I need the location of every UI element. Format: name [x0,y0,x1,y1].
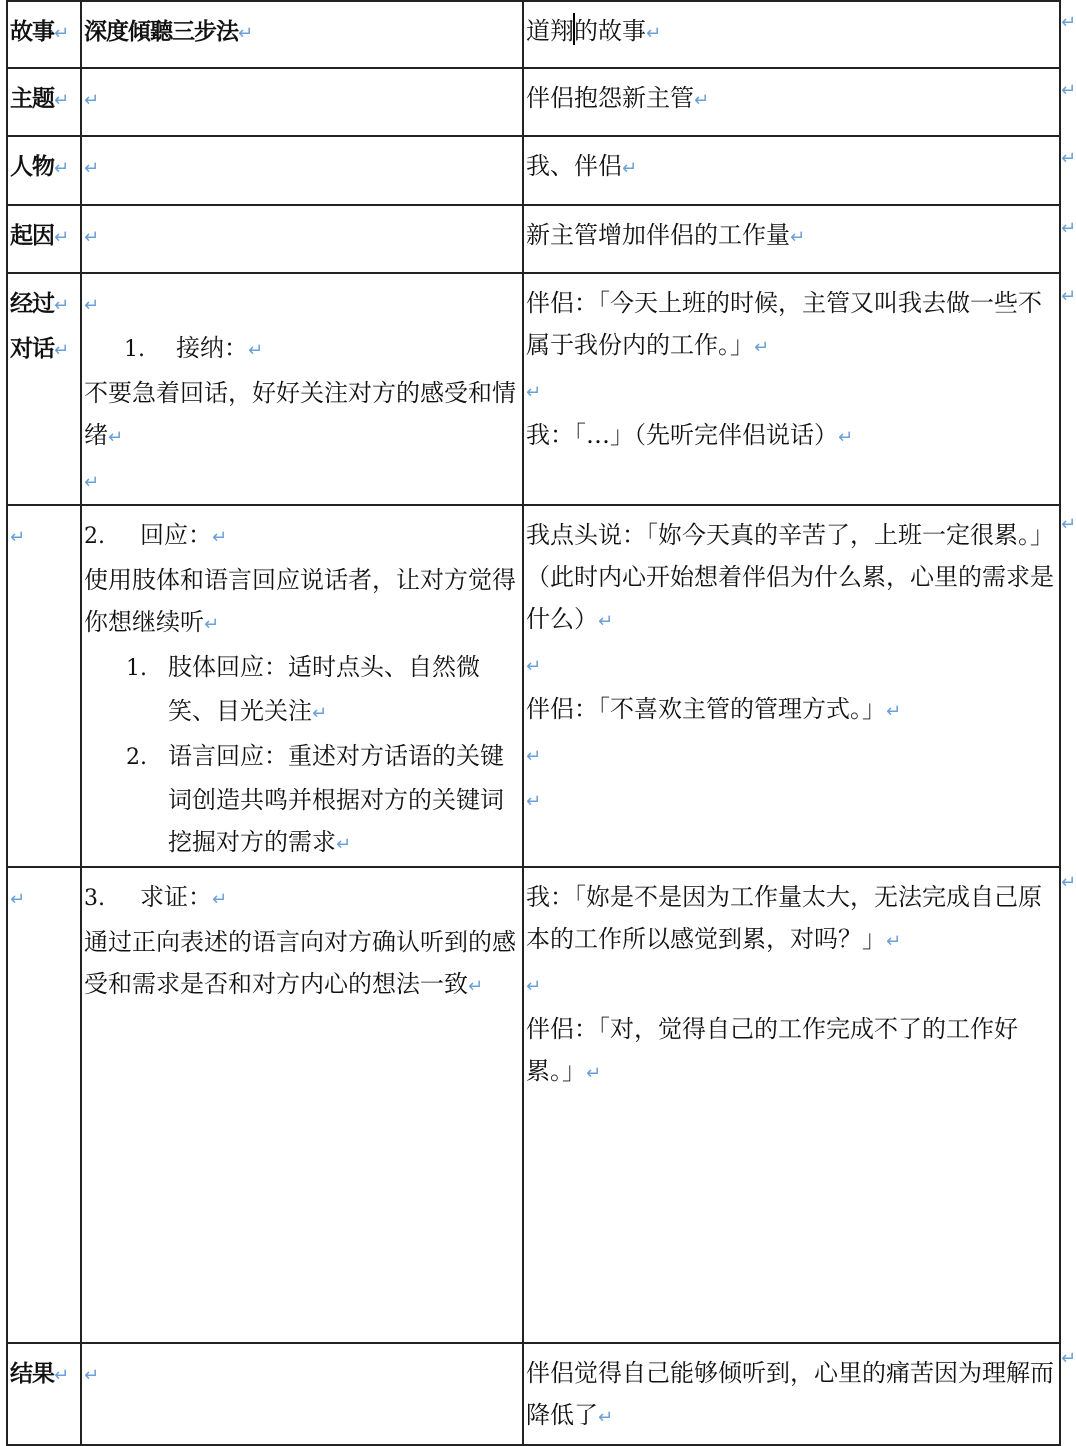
theme-value-cell[interactable] [523,68,1060,136]
verify-dialogue-2: 伴侣：「对，觉得自己的工作完成不了的工作好累。」 [526,1015,1018,1085]
step3-title: 求证： [140,883,212,911]
paragraph-mark-icon: ↵ [598,611,614,632]
theme-method-cell[interactable] [81,68,523,136]
paragraph-mark-icon: ↵ [84,158,100,179]
paragraph-mark-icon: ↵ [598,1407,614,1428]
people-row [7,136,1060,205]
result-value-cell[interactable] [523,1343,1060,1445]
paragraph-mark-icon: ↵ [84,227,100,248]
result-method-cell[interactable] [81,1343,523,1445]
verify-dialogue-cell[interactable] [523,867,1060,1343]
paragraph-mark-icon: ↵ [886,701,902,722]
row-end-mark-icon: ↵ [1061,80,1076,101]
paragraph-mark-icon: ↵ [622,158,638,179]
paragraph-mark-icon: ↵ [84,472,100,493]
paragraph-mark-icon: ↵ [838,427,854,448]
step3-description: 通过正向表述的语言向对方确认听到的感受和需求是否和对方内心的想法一致 [84,928,516,998]
step3-cell[interactable] [81,867,523,1343]
paragraph-mark-icon: ↵ [694,90,710,111]
process-row [7,273,1060,505]
theme-value: 伴侣抱怨新主管 [526,84,694,112]
method-title: 深度傾聽三步法 [84,18,238,45]
people-value: 我、伴侣 [526,152,622,180]
paragraph-mark-icon: ↵ [54,295,70,316]
step2-title: 回应： [140,521,212,549]
people-method-cell[interactable] [81,136,523,205]
method-title-cell[interactable] [81,1,523,68]
row-end-mark-icon: ↵ [1061,12,1076,33]
verbal-response-text: 语言回应：重述对方话语的关键词创造共鸣并根据对方的关键词挖掘对方的需求 [168,742,504,856]
paragraph-mark-icon: ↵ [468,976,484,997]
respond-label-cell[interactable] [7,505,81,867]
respond-dialogue-2: 伴侣：「不喜欢主管的管理方式。」 [526,695,886,723]
paragraph-mark-icon: ↵ [754,337,770,358]
paragraph-mark-icon: ↵ [84,1365,100,1386]
verify-row [7,867,1060,1343]
body-response-text: 肢体回应：适时点头、自然微笑、目光关注 [168,653,480,725]
story-label-cell[interactable] [7,1,81,68]
paragraph-mark-icon: ↵ [212,889,228,910]
paragraph-mark-icon: ↵ [526,791,542,812]
paragraph-mark-icon: ↵ [54,227,70,248]
paragraph-mark-icon: ↵ [336,834,352,855]
paragraph-mark-icon: ↵ [54,1365,70,1386]
sub2-number: 2. [126,745,147,770]
paragraph-mark-icon: ↵ [886,931,902,952]
paragraph-mark-icon: ↵ [204,614,220,635]
paragraph-mark-icon: ↵ [54,23,70,44]
paragraph-mark-icon: ↵ [646,23,662,44]
step2-cell[interactable] [81,505,523,867]
process-label: 经过 [10,290,54,317]
step1-cell[interactable] [81,273,523,505]
step3-number: 3. [84,886,105,911]
step1-title: 接纳： [176,334,248,362]
paragraph-mark-icon: ↵ [790,227,806,248]
paragraph-mark-icon: ↵ [238,23,254,44]
story-title-part1: 道翔 [526,17,574,45]
theme-label: 主题 [10,85,54,112]
row-end-mark-icon: ↵ [1061,1348,1076,1369]
cause-row [7,205,1060,273]
paragraph-mark-icon: ↵ [54,158,70,179]
process-dialogue-cell[interactable] [523,273,1060,505]
row-end-mark-icon: ↵ [1061,218,1076,239]
row-end-mark-icon: ↵ [1061,148,1076,169]
cause-value-cell[interactable] [523,205,1060,273]
header-row [7,1,1060,68]
people-value-cell[interactable] [523,136,1060,205]
respond-row [7,505,1060,867]
step1-number: 1. [124,337,145,362]
verify-dialogue-1: 我：「妳是不是因为工作量太大，无法完成自己原本的工作所以感觉到累，对吗？」 [526,883,1042,953]
verify-label-cell[interactable] [7,867,81,1343]
row-end-mark-icon: ↵ [1061,286,1076,307]
paragraph-mark-icon: ↵ [586,1063,602,1084]
paragraph-mark-icon: ↵ [10,527,26,548]
sub1-number: 1. [126,656,147,681]
step1-description: 不要急着回话，好好关注对方的感受和情绪 [84,379,516,449]
respond-dialogue-1: 我点头说：「妳今天真的辛苦了，上班一定很累。」（此时内心开始想着伴侣为什么累，心里的需求是什么） [526,521,1054,633]
respond-dialogue-cell[interactable] [523,505,1060,867]
cause-label: 起因 [10,222,54,249]
story-title-part2: 的故事 [574,17,646,45]
theme-row [7,68,1060,136]
paragraph-mark-icon: ↵ [10,889,26,910]
story-title-cell[interactable] [523,1,1060,68]
theme-label-cell[interactable] [7,68,81,136]
people-label: 人物 [10,153,54,180]
result-value: 伴侣觉得自己能够倾听到，心里的痛苦因为理解而降低了 [526,1359,1054,1429]
list-item [84,735,520,866]
paragraph-mark-icon: ↵ [108,427,124,448]
cause-label-cell[interactable] [7,205,81,273]
paragraph-mark-icon: ↵ [54,340,70,361]
list-item [84,646,520,735]
row-end-mark-icon: ↵ [1061,514,1076,535]
paragraph-mark-icon: ↵ [526,976,542,997]
cause-value: 新主管增加伴侣的工作量 [526,221,790,249]
paragraph-mark-icon: ↵ [212,527,228,548]
cause-method-cell[interactable] [81,205,523,273]
people-label-cell[interactable] [7,136,81,205]
paragraph-mark-icon: ↵ [312,703,328,724]
paragraph-mark-icon: ↵ [84,90,100,111]
step2-description: 使用肢体和语言回应说话者，让对方觉得你想继续听 [84,566,516,636]
row-end-mark-icon: ↵ [1061,872,1076,893]
dialogue-label: 对话 [10,335,54,362]
result-label: 结果 [10,1360,54,1387]
story-label: 故事 [10,18,54,45]
story-table [6,0,1061,1446]
result-row [7,1343,1060,1445]
result-label-cell[interactable] [7,1343,81,1445]
paragraph-mark-icon: ↵ [526,656,542,677]
paragraph-mark-icon: ↵ [84,295,100,316]
paragraph-mark-icon: ↵ [248,340,264,361]
step2-number: 2. [84,524,105,549]
paragraph-mark-icon: ↵ [526,746,542,767]
paragraph-mark-icon: ↵ [526,382,542,403]
process-label-cell[interactable] [7,273,81,505]
process-dialogue-1: 伴侣：「今天上班的时候，主管又叫我去做一些不属于我份内的工作。」 [526,289,1042,359]
process-dialogue-2: 我：「…」（先听完伴侣说话） [526,421,838,449]
paragraph-mark-icon: ↵ [54,90,70,111]
